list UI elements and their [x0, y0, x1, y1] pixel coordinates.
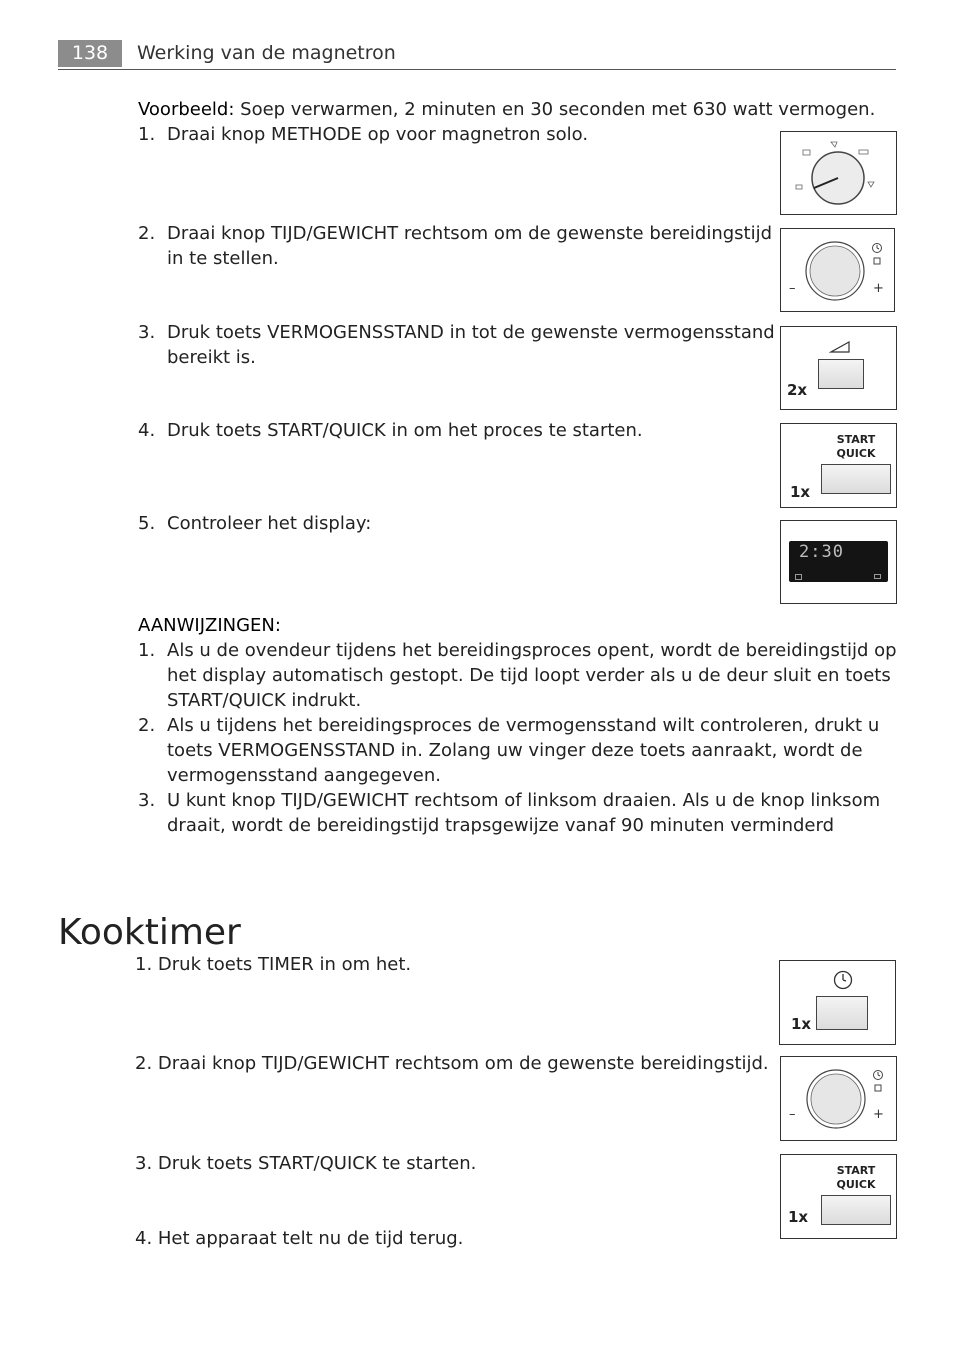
- knob-minus-label: –: [789, 281, 796, 296]
- step-text: in te stellen.: [167, 248, 279, 269]
- microwave-indicator-icon: [795, 574, 802, 580]
- timer-button[interactable]: [816, 996, 868, 1030]
- quick-label: QUICK: [836, 1178, 876, 1191]
- note-text: vermogensstand aangegeven.: [167, 765, 441, 786]
- time-weight-knob-icon: [781, 1057, 896, 1140]
- start-quick-button[interactable]: [821, 1195, 891, 1225]
- power-button[interactable]: [818, 359, 864, 389]
- example-line: [138, 97, 875, 122]
- step-text: Draai knop TIJD/GEWICHT rechtsom om de gewenste bereidingstijd: [167, 223, 773, 244]
- note-text: Als u de ovendeur tijdens het bereidingsproces opent, wordt de bereidingstijd op: [167, 640, 897, 661]
- header-rule: [58, 69, 896, 70]
- example-label: Voorbeeld:: [138, 99, 235, 120]
- header-title: Werking van de magnetron: [137, 42, 396, 64]
- step-text: bereikt is.: [167, 347, 256, 368]
- display-screen: [789, 541, 888, 582]
- start-quick-illustration-2: [780, 1154, 897, 1239]
- note-text: het display automatisch gestopt. De tijd loopt verder als u de deur sluit en toets: [167, 665, 891, 686]
- start-quick-illustration: [780, 423, 897, 508]
- kooktimer-step-4: 4. Het apparaat telt nu de tijd terug.: [135, 1228, 464, 1249]
- step-text: Druk toets START/QUICK in om het proces te starten.: [167, 420, 643, 441]
- start-multiplier: 1x: [790, 483, 811, 501]
- step-text: Controleer het display:: [167, 513, 372, 534]
- page-number: 138: [58, 40, 122, 67]
- note-text: U kunt knop TIJD/GEWICHT rechtsom of linksom draaien. Als u de knop linksom: [167, 790, 881, 811]
- display-value: 2:30: [799, 542, 844, 562]
- note-number: 3.: [138, 790, 156, 811]
- quick-label: QUICK: [836, 447, 876, 460]
- start-quick-button[interactable]: [821, 464, 891, 494]
- notes-label: AANWIJZINGEN:: [138, 615, 281, 636]
- timer-button-illustration: [779, 960, 896, 1045]
- step-number: 5.: [138, 513, 156, 534]
- kooktimer-step-1: 1. Druk toets TIMER in om het.: [135, 954, 412, 975]
- grill-indicator-icon: [874, 574, 881, 579]
- step-number: 3.: [138, 322, 156, 343]
- time-weight-knob-icon: [781, 229, 894, 311]
- section-heading-kooktimer: Kooktimer: [58, 912, 241, 953]
- note-number: 2.: [138, 715, 156, 736]
- time-weight-knob-illustration-2: [780, 1056, 897, 1141]
- note-number: 1.: [138, 640, 156, 661]
- start-label: START: [836, 1164, 876, 1177]
- start-label: START: [836, 433, 876, 446]
- clock-icon: [832, 969, 854, 991]
- start-quick-label: [831, 1164, 881, 1192]
- knob-plus-label: +: [873, 281, 884, 296]
- step-number: 2.: [138, 223, 156, 244]
- kooktimer-step-3: 3. Druk toets START/QUICK te starten.: [135, 1153, 477, 1174]
- mode-dial-icon: [781, 132, 896, 214]
- knob-minus-label: –: [789, 1107, 796, 1122]
- timer-multiplier: 1x: [791, 1015, 812, 1033]
- step-text: Draai knop METHODE op voor magnetron solo.: [167, 124, 589, 145]
- step-text: Druk toets VERMOGENSSTAND in tot de gewenste vermogensstand: [167, 322, 775, 343]
- note-text: START/QUICK indrukt.: [167, 690, 362, 711]
- start-multiplier: 1x: [788, 1208, 809, 1226]
- kooktimer-step-2: 2. Draai knop TIJD/GEWICHT rechtsom om de gewenste bereidingstijd.: [135, 1053, 769, 1074]
- mode-dial-illustration: [780, 131, 897, 215]
- power-level-icon: [829, 340, 853, 354]
- note-text: draait, wordt de bereidingstijd trapsgewijze vanaf 90 minuten verminderd: [167, 815, 835, 836]
- example-text: Soep verwarmen, 2 minuten en 30 seconden met 630 watt vermogen.: [234, 99, 876, 120]
- display-illustration: [780, 520, 897, 604]
- knob-plus-label: +: [873, 1107, 884, 1122]
- note-text: toets VERMOGENSSTAND in. Zolang uw vinger deze toets aanraakt, wordt de: [167, 740, 863, 761]
- step-number: 4.: [138, 420, 156, 441]
- power-button-illustration: [780, 326, 897, 410]
- start-quick-label: [831, 433, 881, 461]
- step-number: 1.: [138, 124, 156, 145]
- note-text: Als u tijdens het bereidingsproces de vermogensstand wilt controleren, drukt u: [167, 715, 880, 736]
- time-weight-knob-illustration: [780, 228, 895, 312]
- power-multiplier: 2x: [787, 381, 808, 399]
